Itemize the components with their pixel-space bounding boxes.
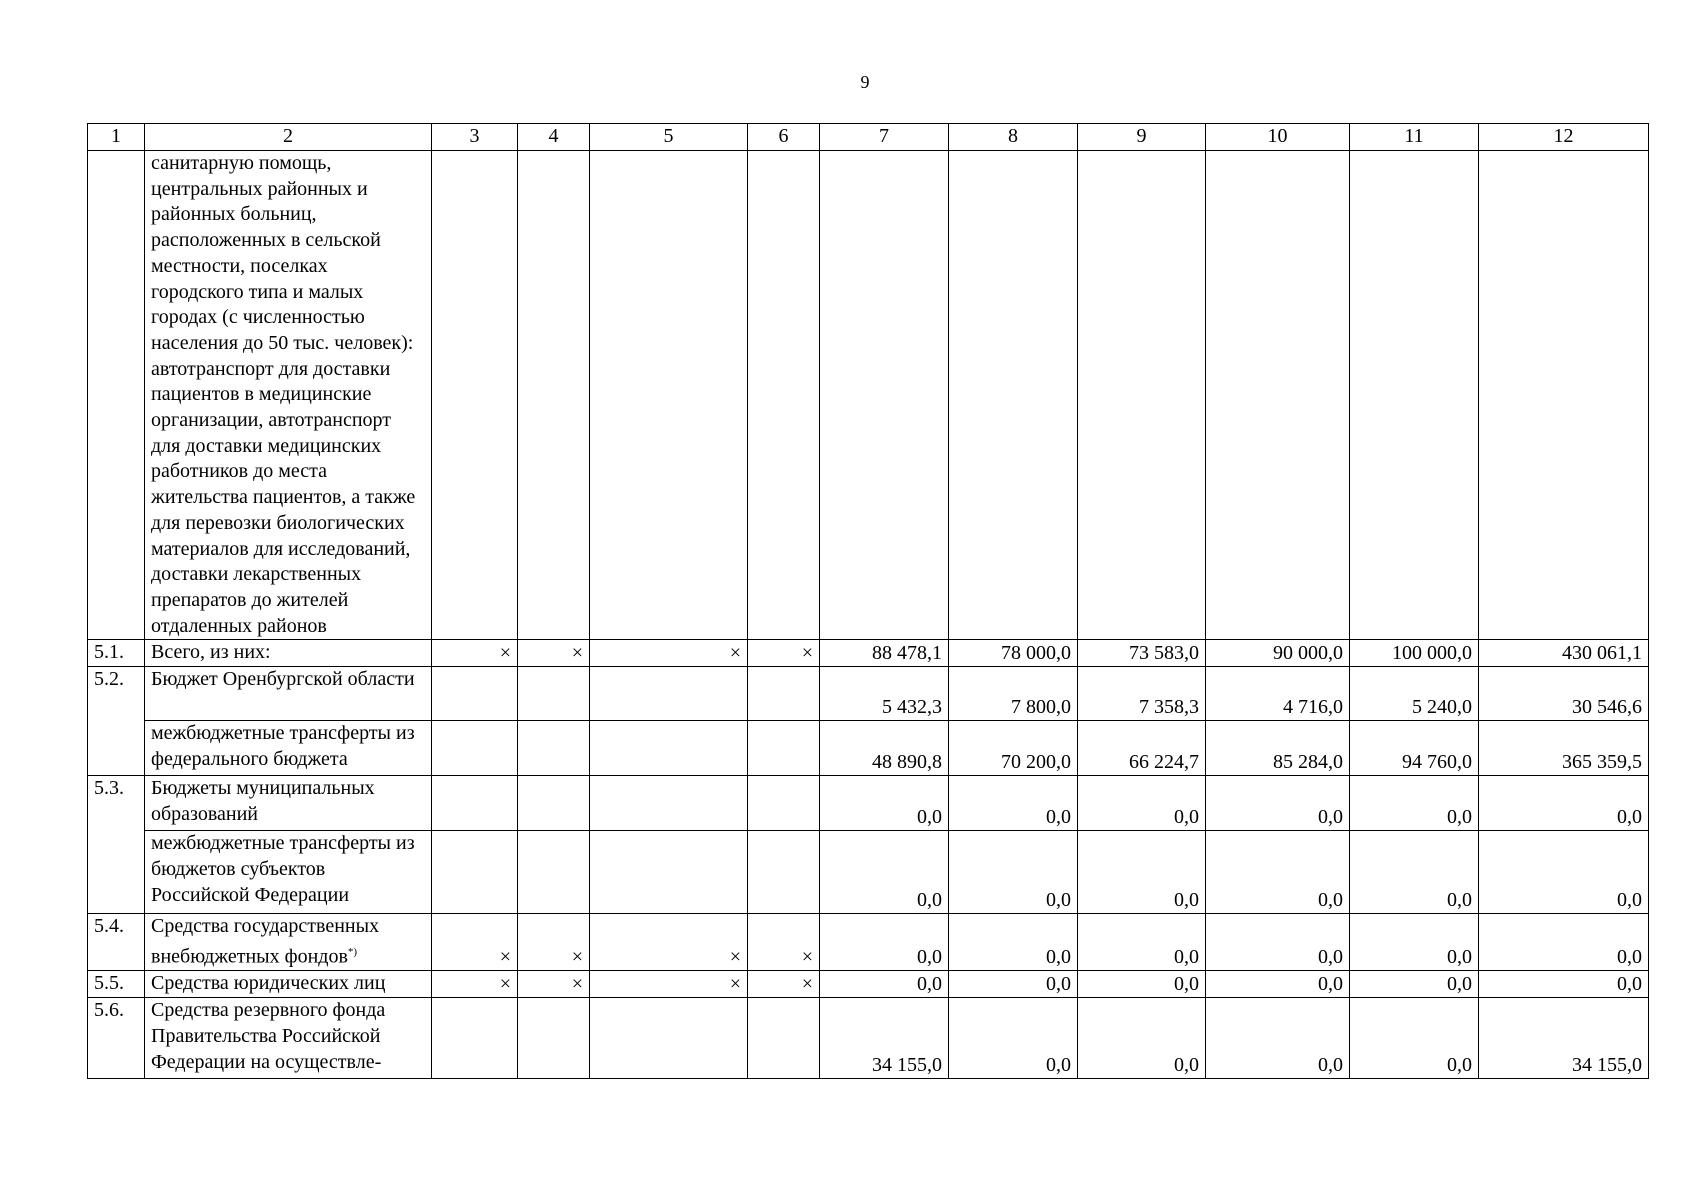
value-cell: 30 546,6 — [1479, 667, 1649, 721]
value-cell: 430 061,1 — [1479, 640, 1649, 667]
value-cell: 0,0 — [1206, 914, 1350, 971]
value-cell: 85 284,0 — [1206, 721, 1350, 776]
cross-mark: × — [590, 914, 748, 971]
row-name: Бюджет Оренбургской области — [145, 667, 432, 721]
value-cell: 34 155,0 — [820, 998, 949, 1079]
value-cell: 0,0 — [1479, 971, 1649, 998]
value-cell: 0,0 — [949, 971, 1078, 998]
row-name — [145, 914, 432, 971]
row-name: межбюджетные трансферты из бюджетов субъектов Российской Федерации — [145, 831, 432, 914]
value-cell: 0,0 — [1078, 831, 1206, 914]
footnote-mark: *) — [347, 946, 358, 959]
value-cell: 0,0 — [949, 831, 1078, 914]
value-cell: 94 760,0 — [1350, 721, 1479, 776]
value-cell: 0,0 — [1350, 971, 1479, 998]
value-cell: 0,0 — [1479, 831, 1649, 914]
table-row — [88, 721, 1649, 776]
row-number: 5.6. — [88, 998, 145, 1079]
cross-mark: × — [518, 914, 590, 971]
table-row — [88, 831, 1649, 914]
table-row — [88, 998, 1649, 1079]
table-row — [88, 914, 1649, 971]
value-cell: 66 224,7 — [1078, 721, 1206, 776]
value-cell: 90 000,0 — [1206, 640, 1350, 667]
value-cell: 0,0 — [1206, 998, 1350, 1079]
table-row — [88, 971, 1649, 998]
header-cell: 2 — [145, 124, 432, 151]
value-cell: 365 359,5 — [1479, 721, 1649, 776]
header-cell: 9 — [1078, 124, 1206, 151]
header-cell: 11 — [1350, 124, 1479, 151]
value-cell: 0,0 — [1350, 776, 1479, 831]
value-cell: 34 155,0 — [1479, 998, 1649, 1079]
cross-mark: × — [432, 640, 518, 667]
value-cell: 0,0 — [820, 776, 949, 831]
row-name: Бюджеты муниципальных образований — [145, 776, 432, 831]
row-name: Средства юридических лиц — [145, 971, 432, 998]
row-number: 5.2. — [88, 667, 145, 776]
budget-table — [87, 123, 1649, 1079]
page-number: 9 — [860, 72, 870, 92]
header-row — [88, 124, 1649, 151]
cross-mark: × — [432, 914, 518, 971]
row-name-text: Средства государственных внебюджетных фондов — [151, 915, 380, 968]
cross-mark: × — [590, 640, 748, 667]
value-cell: 0,0 — [820, 971, 949, 998]
table-row — [88, 151, 1649, 640]
row-name: Средства резервного фонда Правительства Российской Федерации на осуществле- — [145, 998, 432, 1079]
value-cell: 70 200,0 — [949, 721, 1078, 776]
header-cell: 12 — [1479, 124, 1649, 151]
value-cell: 0,0 — [1078, 776, 1206, 831]
header-cell: 10 — [1206, 124, 1350, 151]
cross-mark: × — [590, 971, 748, 998]
continuation-text: санитарную помощь, центральных районных и районных больниц, расположенных в сельской местности, поселках городского типа и малых городах (с численностью населения до 50 тыс. человек): автотранспорт для доставки пациентов в медицинские организации, автотранспорт для доставки медицинских работников до места жительства пациентов, а также для перевозки биологических материалов для исследований, доставки лекарственных препаратов до жителей отдаленных районов — [145, 151, 432, 640]
row-number: 5.4. — [88, 914, 145, 971]
value-cell: 0,0 — [949, 914, 1078, 971]
row-name: Всего, из них: — [145, 640, 432, 667]
cross-mark: × — [748, 914, 820, 971]
value-cell: 5 240,0 — [1350, 667, 1479, 721]
cross-mark: × — [748, 971, 820, 998]
value-cell: 88 478,1 — [820, 640, 949, 667]
value-cell: 78 000,0 — [949, 640, 1078, 667]
header-cell: 6 — [748, 124, 820, 151]
value-cell: 0,0 — [949, 776, 1078, 831]
value-cell: 100 000,0 — [1350, 640, 1479, 667]
value-cell: 0,0 — [1206, 776, 1350, 831]
cross-mark: × — [518, 640, 590, 667]
value-cell: 0,0 — [1479, 914, 1649, 971]
header-cell: 8 — [949, 124, 1078, 151]
row-number: 5.3. — [88, 776, 145, 914]
cross-mark: × — [518, 971, 590, 998]
value-cell: 73 583,0 — [1078, 640, 1206, 667]
value-cell: 4 716,0 — [1206, 667, 1350, 721]
value-cell: 0,0 — [1350, 831, 1479, 914]
value-cell: 7 358,3 — [1078, 667, 1206, 721]
value-cell: 0,0 — [1078, 971, 1206, 998]
value-cell: 0,0 — [1078, 914, 1206, 971]
cross-mark: × — [432, 971, 518, 998]
header-cell: 7 — [820, 124, 949, 151]
value-cell: 0,0 — [1479, 776, 1649, 831]
value-cell: 5 432,3 — [820, 667, 949, 721]
header-cell: 3 — [432, 124, 518, 151]
value-cell: 0,0 — [1350, 998, 1479, 1079]
table-row — [88, 667, 1649, 721]
table-row — [88, 776, 1649, 831]
value-cell: 0,0 — [1078, 998, 1206, 1079]
value-cell: 0,0 — [820, 831, 949, 914]
row-name: межбюджетные трансферты из федерального бюджета — [145, 721, 432, 776]
header-cell: 1 — [88, 124, 145, 151]
value-cell: 0,0 — [1206, 971, 1350, 998]
value-cell: 0,0 — [820, 914, 949, 971]
value-cell: 48 890,8 — [820, 721, 949, 776]
row-number: 5.5. — [88, 971, 145, 998]
value-cell: 0,0 — [1350, 914, 1479, 971]
value-cell: 0,0 — [1206, 831, 1350, 914]
value-cell: 7 800,0 — [949, 667, 1078, 721]
header-cell: 5 — [590, 124, 748, 151]
table-row — [88, 640, 1649, 667]
value-cell: 0,0 — [949, 998, 1078, 1079]
row-number: 5.1. — [88, 640, 145, 667]
cross-mark: × — [748, 640, 820, 667]
header-cell: 4 — [518, 124, 590, 151]
